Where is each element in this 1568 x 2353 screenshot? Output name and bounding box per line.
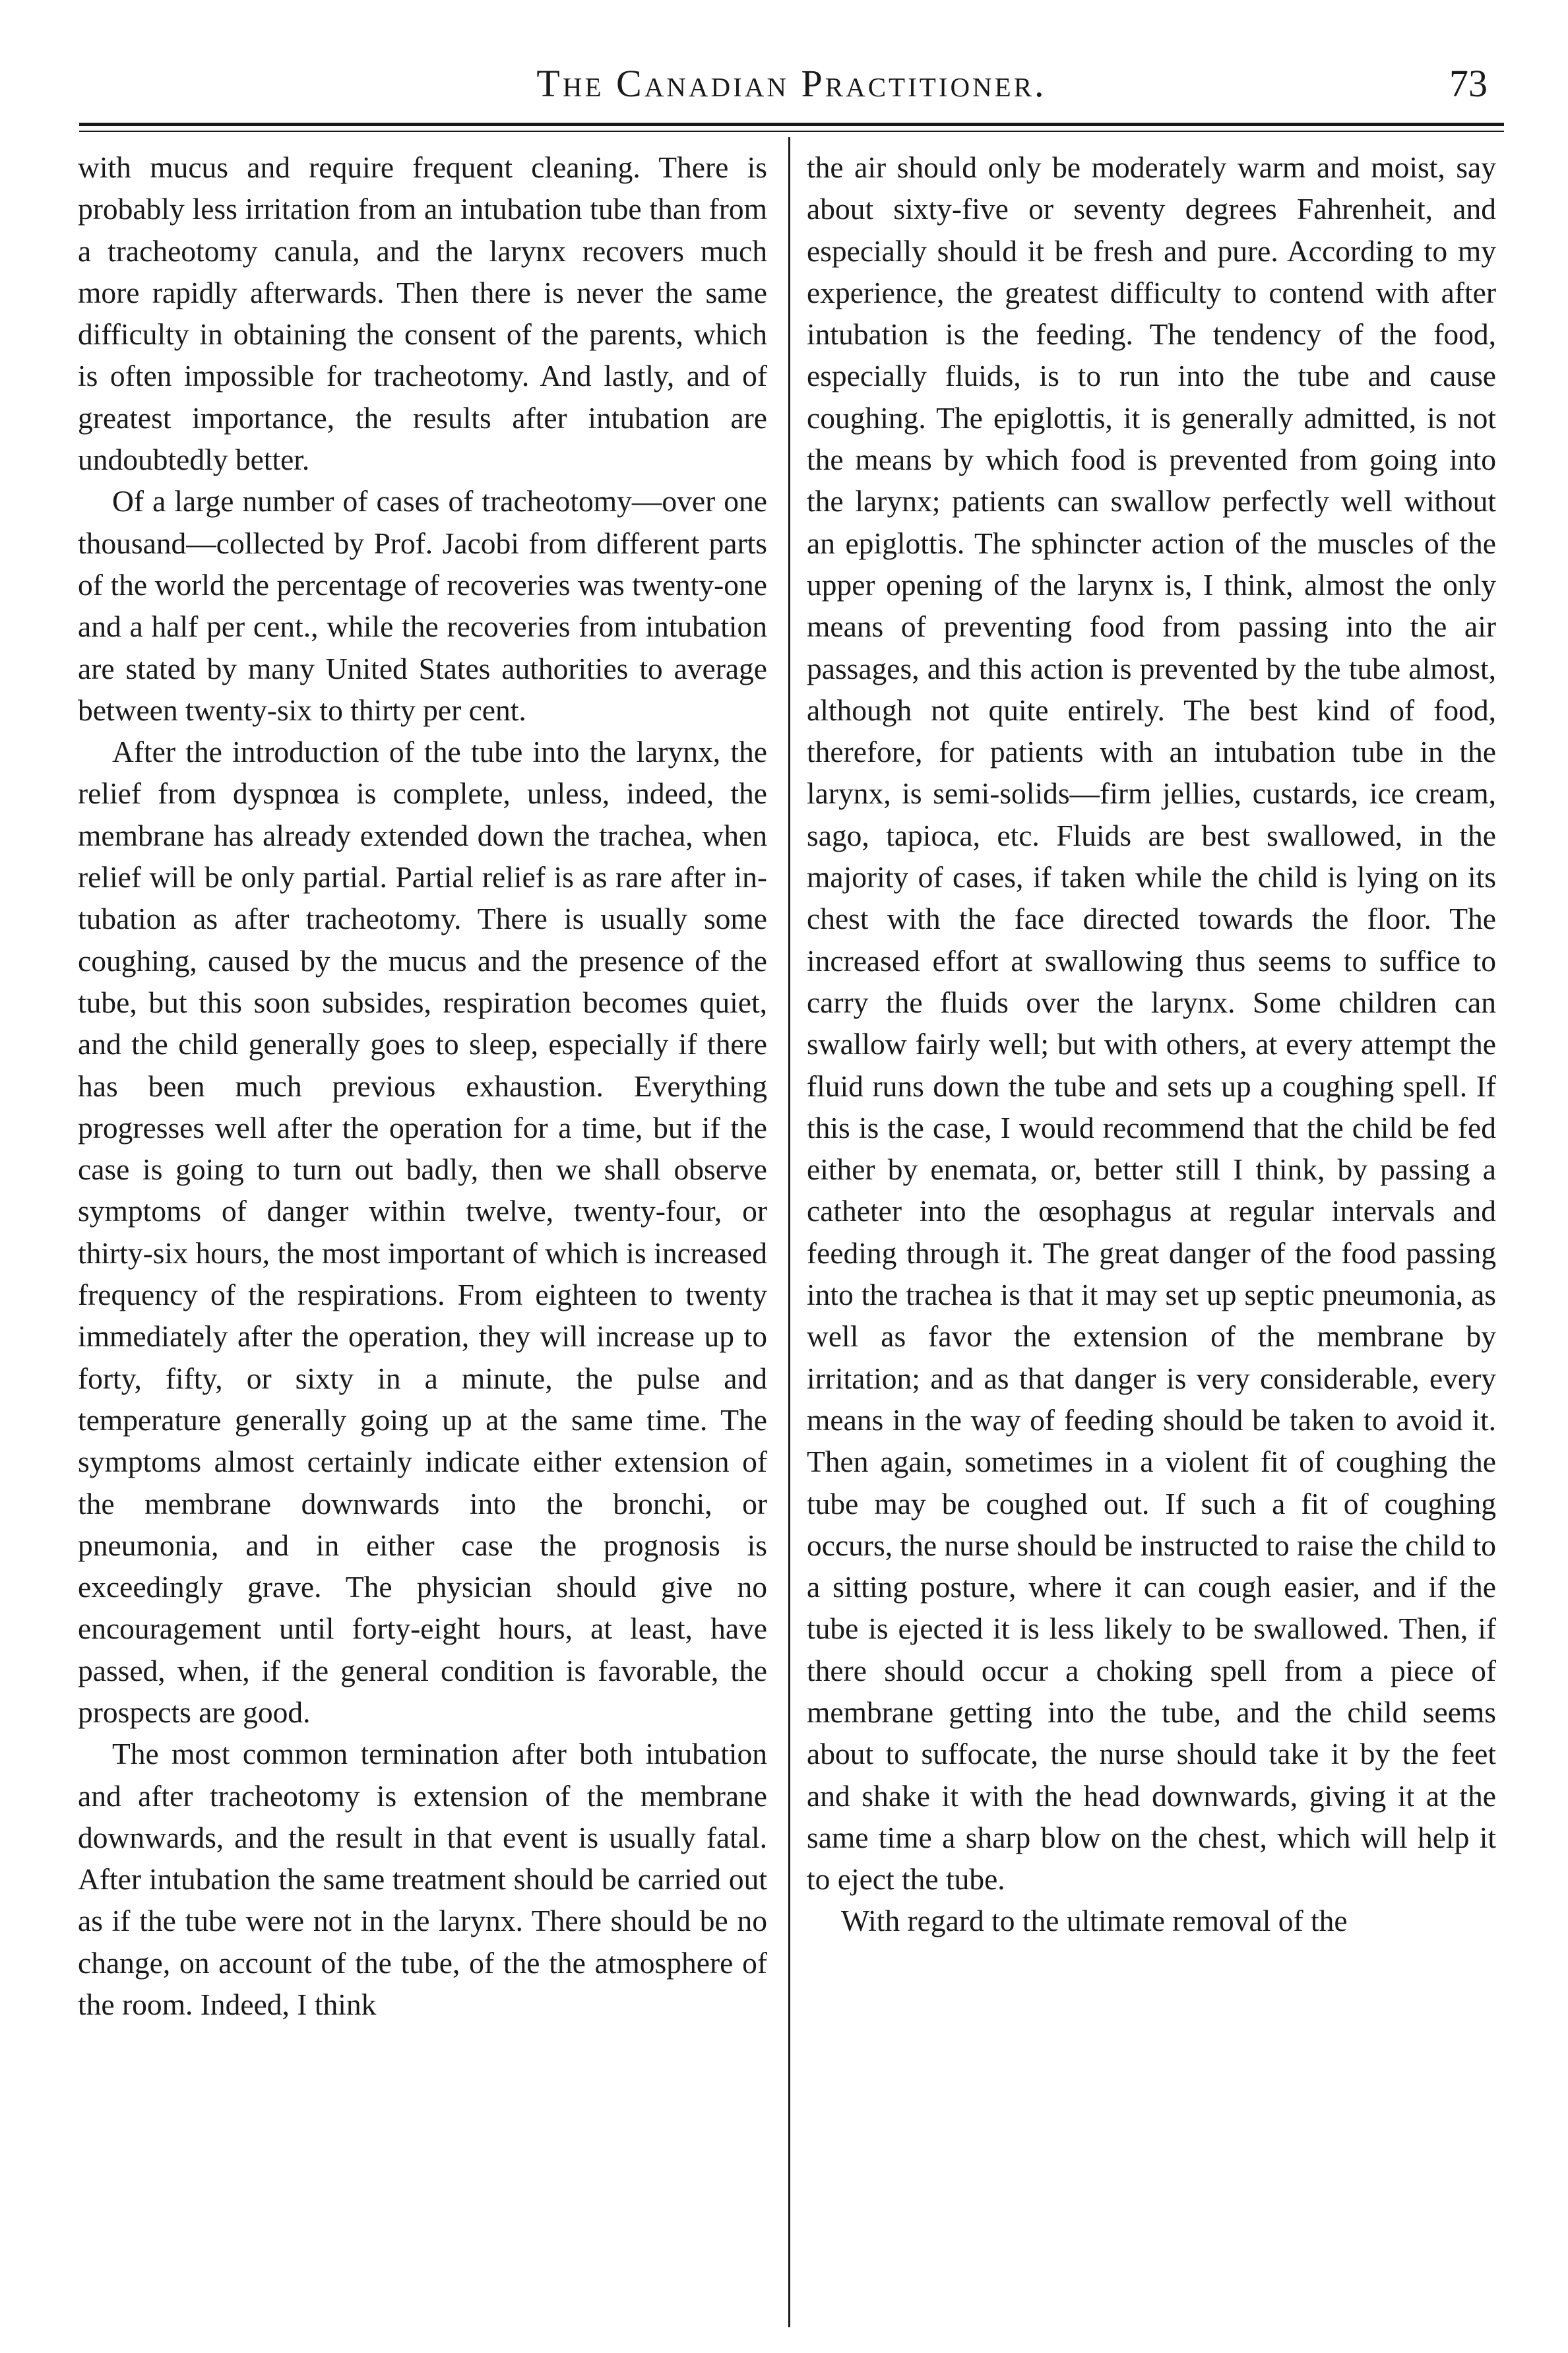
paragraph: the air should only be moderately warm and moist, say about sixty-five or seventy degrees Fahrenheit, and especially should it be fresh and pure. According to my experience, the greatest difficulty to contend with after intubation is the feeding. The tendency of the food, especially fluids, is to run into the tube and cause coughing. The epiglottis, it is generally admitted, is not the means by which food is prevented from going into the larynx; patients can swallow perfectly well without an epiglottis. The sphincter action of the muscles of the upper opening of the larynx is, I think, almost the only means of preventing food from passing into the air passages, and this action is prevented by the tube almost, although not quite entirely. The best kind of food, therefore, for patients with an intubation tube in the larynx, is semi-solids—firm jellies, custards, ice cream, sago, tapioca, etc. Fluids are best swallowed, in the majority of cases, if taken while the child is lying on its chest with the face directed towards the floor. The increased effort at swallowing thus seems to suffice to carry the fluids over the larynx. Some children can swallow fairly well; but with others, at every attempt the fluid runs down the tube and sets up a coughing spell. If this is the case, I would recommend that the child be fed either by enemata, or, better still I think, by passing a catheter into the œsophagus at regular intervals and feeding through it. The great danger of the food passing into the trachea is that it may set up septic pneumonia, as well as favor the extension of the membrane by irritation; and as that danger is very considerable, every means in the way of feeding should be taken to avoid it. Then again, sometimes in a violent fit of coughing the tube may be coughed out. If such a fit of coughing occurs, the nurse should be instructed to raise the child to a sitting posture, where it can cough easier, and if the tube is ejected it is less likely to be swallowed. Then, if there should occur a choking spell from a piece of membrane getting into the tube, and the child seems about to suffocate, the nurse should take it by the feet and shake it with the head downwards, giving it at the same time a sharp blow on the chest, which will help it to eject the tube. [807,150,1496,1897]
paragraph: Of a large number of cases of tracheotomy—over one thousand—collected by Prof. Jacobi from different parts of the world the percentage of recoveries was twenty-one and a half per cent., while the recoveries from intubation are stated by many United States authorities to average between twenty-six to thirty per cent. [78,484,767,727]
paragraph: The most common termination after both intubation and after tracheotomy is extension of the membrane downwards, and the result in that event is usually fatal. After intubation the same treatment should be carried out as if the tube were not in the larynx. There should be no change, on account of the tube, of the the atmosphere of the room. Indeed, I think [78,1737,767,2022]
journal-title: The Canadian Practitioner. [536,62,1047,105]
column-divider [788,137,790,2327]
page-number: 73 [1449,62,1488,105]
paragraph: with mucus and require frequent cleaning. There is probably less irritation from an intubation tube than from a tracheotomy canula, and the larynx recovers much more rapidly afterwards. Then there is never the same difficulty in obtaining the consent of the parents, which is often impossible for tracheotomy. And lastly, and of greatest importance, the results after intubation are undoubtedly better. [78,150,767,477]
running-head [79,47,1504,120]
paragraph: With regard to the ultimate removal of the [841,1904,1348,1938]
paragraph: After the introduction of the tube into the larynx, the relief from dyspnœa is complete, unless, indeed, the membrane has already extended down the trachea, when relief will be only partial. Partial relief is as rare after intubation as after tracheotomy. There is usually some coughing, caused by the mucus and the presence of the tube, but this soon subsides, respiration becomes quiet, and the child generally goes to sleep, especially if there has been much previous exhaustion. Everything progresses well after the operation for a time, but if the case is going to turn out badly, then we shall observe symptoms of danger within twelve, twenty-four, or thirty-six hours, the most important of which is increased frequency of the respirations. From eighteen to twenty immediately after the operation, they will increase up to forty, fifty, or sixty in a minute, the pulse and temperature generally going up at the same time. The symptoms almost certainly indicate either extension of the membrane downwards into the bronchi, or pneumonia, and in either case the prognosis is exceedingly grave. The physician should give no encouragement until forty-eight hours, at least, have passed, when, if the general condition is favorable, the prospects are good. [78,735,767,1729]
left-column [78,146,767,2025]
right-column [807,146,1496,1942]
header-rule-thin [79,131,1504,132]
header-rule-thick [79,123,1504,126]
